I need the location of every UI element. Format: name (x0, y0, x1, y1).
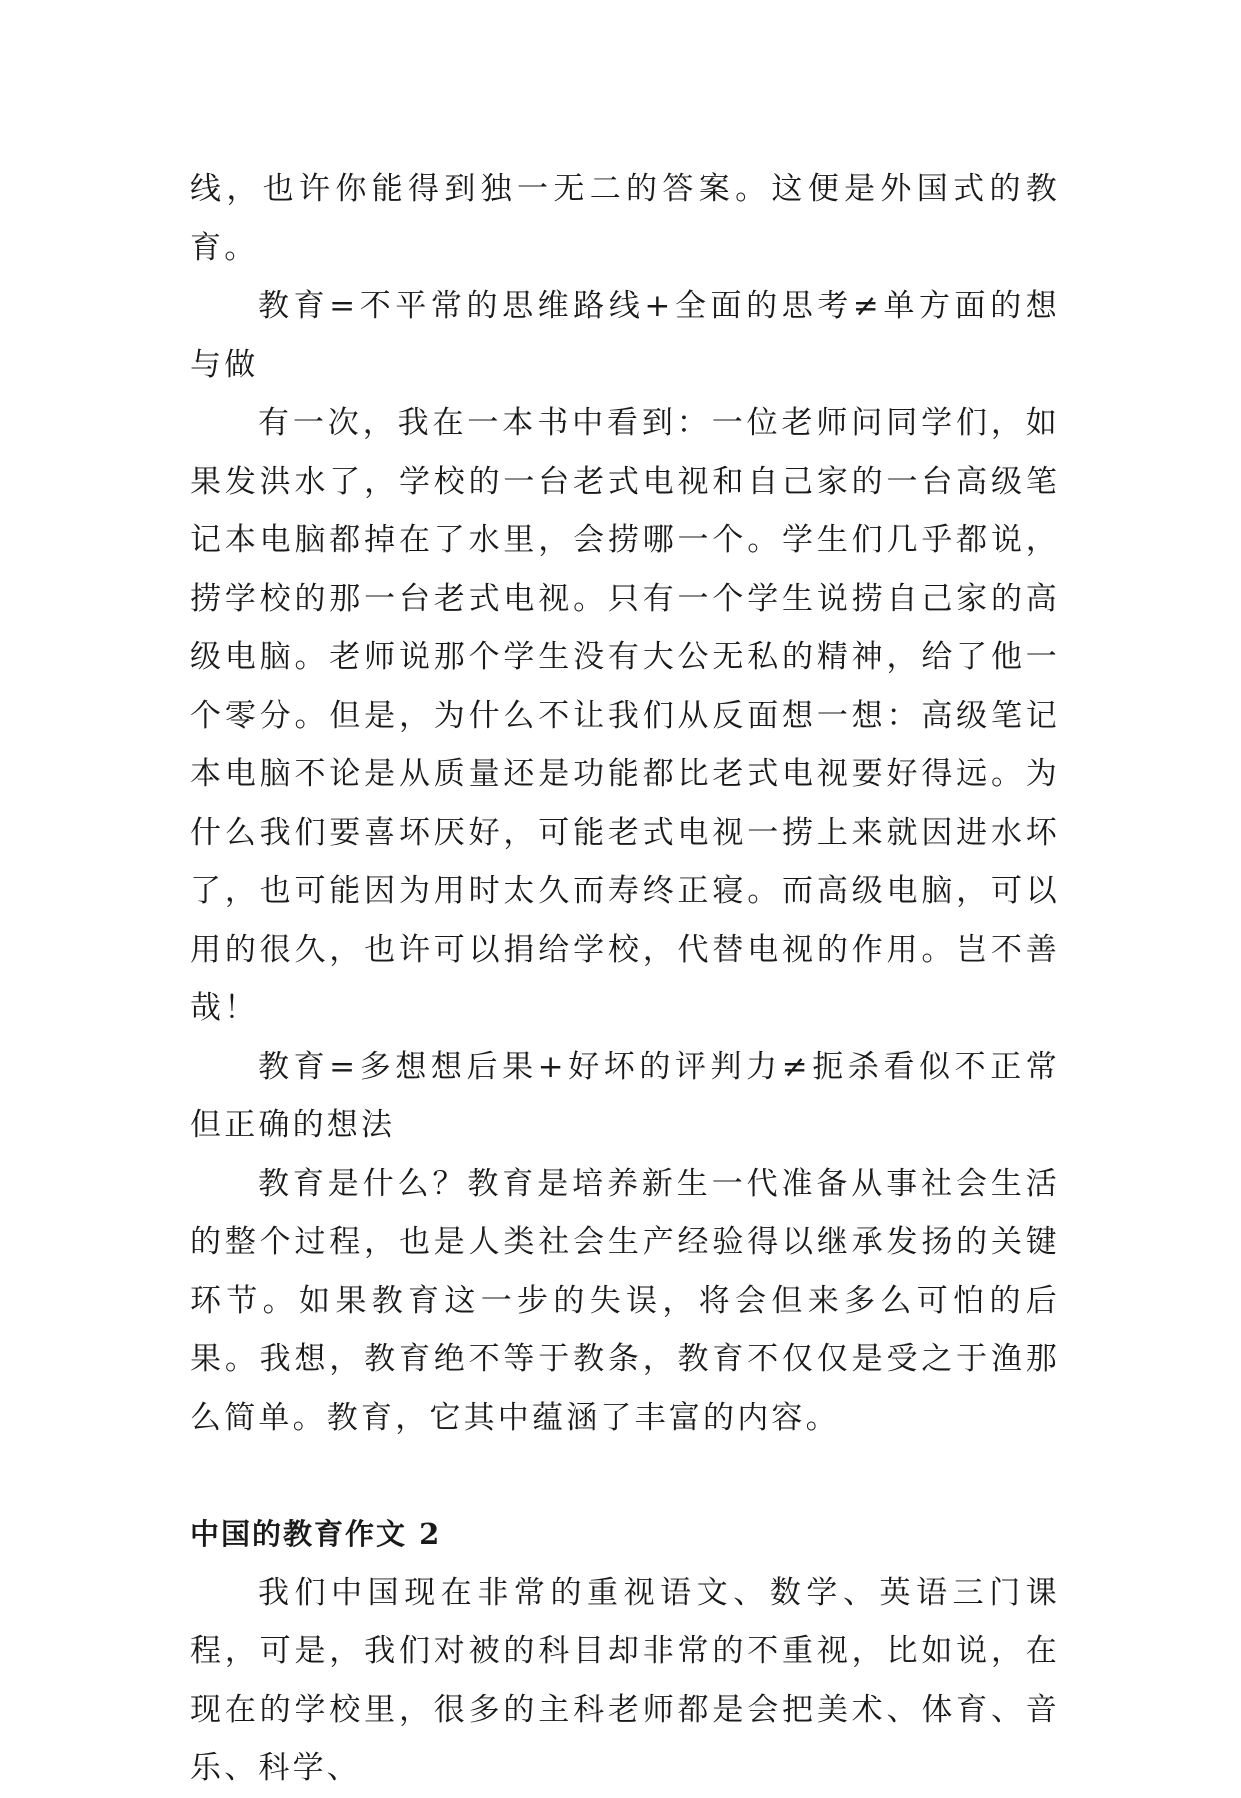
section-title: 中国的教育作文 2 (190, 1517, 442, 1551)
paragraph-formula-2: 教育=多想想后果+好坏的评判力≠扼杀看似不正常但正确的想法 (190, 1048, 1060, 1143)
paragraph-conclusion: 教育是什么？教育是培养新生一代准备从事社会生活的整个过程，也是人类社会生产经验得以继承发扬的关键环节。如果教育这一步的失误，将会但来多么可怕的后果。我想，教育绝不等于教条，教育不仅仅是受之于渔那么简单。教育，它其中蕴涵了丰富的内容。 (190, 1165, 1060, 1436)
paragraph-formula-1: 教育=不平常的思维路线+全面的思考≠单方面的想与做 (190, 288, 1060, 383)
document-body (190, 160, 1060, 1798)
paragraph-essay-2-intro: 我们中国现在非常的重视语文、数学、英语三门课程，可是，我们对被的科目却非常的不重视，比如说，在现在的学校里，很多的主科老师都是会把美术、体育、音乐、科学、 (190, 1574, 1060, 1786)
paragraph-continuation: 线，也许你能得到独一无二的答案。这便是外国式的教育。 (190, 171, 1060, 266)
paragraph-story: 有一次，我在一本书中看到：一位老师问同学们，如果发洪水了，学校的一台老式电视和自己家的一台高级笔记本电脑都掉在了水里，会捞哪一个。学生们几乎都说，捞学校的那一台老式电视。只有一个学生说捞自己家的高级电脑。老师说那个学生没有大公无私的精神，给了他一个零分。但是，为什么不让我们从反面想一想：高级笔记本电脑不论是从质量还是功能都比老式电视要好得远。为什么我们要喜坏厌好，可能老式电视一捞上来就因进水坏了，也可能因为用时太久而寿终正寝。而高级电脑，可以用的很久，也许可以捐给学校，代替电视的作用。岂不善哉！ (190, 405, 1060, 1026)
